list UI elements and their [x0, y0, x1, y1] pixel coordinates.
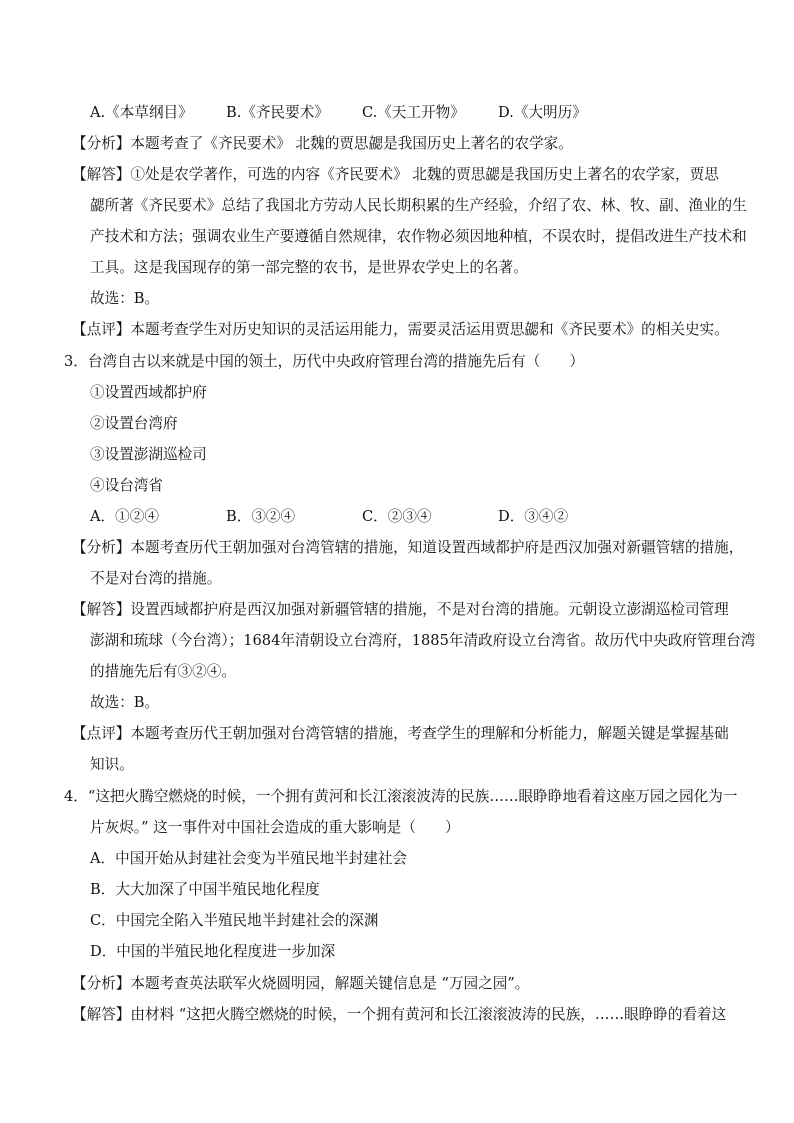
q4-option-d: D．中国的半殖民地化程度进一步加深 — [90, 943, 336, 960]
q3-comment — [72, 724, 729, 744]
q2-option-c: C.《天工开物》 — [362, 104, 465, 121]
answer-line: 的措施先后有③②④。 — [90, 663, 236, 680]
comment-line: 本题考查历代王朝加强对台湾管辖的措施，考查学生的理解和分析能力，解题关键是掌握基础 — [130, 725, 729, 742]
answer-line: 设置西域都护府是西汉加强对新疆管辖的措施，不是对台湾的措施。元朝设立澎湖巡检司管理 — [130, 601, 729, 618]
q2-choice: 故选：B。 — [90, 290, 160, 307]
answer-label: 【解答】 — [72, 1006, 131, 1023]
answer-line: ①处是农学著作，可选的内容《齐民要术》 北魏的贾思勰是我国历史上著名的农学家，贾思 — [130, 166, 719, 183]
q3-option-d: D．③④② — [498, 508, 569, 525]
q4-stem: 片灰烬。” 这一事件对中国社会造成的重大影响是（ ） — [90, 819, 460, 836]
q3-option-b: B．③②④ — [226, 508, 296, 525]
q4-option-c: C．中国完全陷入半殖民地半封建社会的深渊 — [90, 912, 379, 929]
comment-label: 【点评】 — [72, 321, 131, 338]
comment-line: 知识。 — [90, 756, 134, 773]
analysis-line: 不是对台湾的措施。 — [90, 570, 222, 587]
q4-answer — [72, 1005, 726, 1025]
analysis-label: 【分析】 — [72, 975, 131, 992]
answer-line: 工具。这是我国现存的第一部完整的农书，是世界农学史上的名著。 — [90, 259, 528, 276]
answer-line: 勰所著《齐民要术》总结了我国北方劳动人民长期积累的生产经验，介绍了农、林、牧、副、渔业的生 — [90, 197, 747, 214]
q2-option-b: B.《齐民要术》 — [226, 104, 329, 121]
comment-text: 本题考查学生对历史知识的灵活运用能力，需要灵活运用贾思勰和《齐民要术》的相关史实。 — [130, 321, 729, 338]
q3-item: ④设台湾省 — [90, 477, 163, 494]
q2-answer — [72, 165, 719, 185]
q3-item: ②设置台湾府 — [90, 415, 178, 432]
analysis-text: 本题考查英法联军火烧圆明园，解题关键信息是 “万园之园”。 — [130, 975, 530, 992]
q3-option-a: A．①②④ — [90, 508, 159, 525]
q3-option-c: C．②③④ — [362, 508, 432, 525]
q3-stem: 3．台湾自古以来就是中国的领土，历代中央政府管理台湾的措施先后有（ ） — [64, 353, 585, 370]
comment-label: 【点评】 — [72, 725, 131, 742]
q3-choice: 故选：B。 — [90, 694, 160, 711]
analysis-text: 本题考查了《齐民要术》 北魏的贾思勰是我国历史上著名的农学家。 — [130, 135, 573, 152]
answer-label: 【解答】 — [72, 166, 131, 183]
q3-options-row — [90, 507, 690, 527]
answer-label: 【解答】 — [72, 601, 131, 618]
q2-analysis — [72, 134, 573, 154]
answer-line: 产技术和方法；强调农业生产要遵循自然规律，农作物必须因地种植，不误农时，提倡改进生产技术和 — [90, 228, 747, 245]
q2-option-a: A.《本草纲目》 — [90, 104, 193, 121]
q3-item: ③设置澎湖巡检司 — [90, 446, 207, 463]
answer-line: 由材料 “这把火腾空燃烧的时候，一个拥有黄河和长江滚滚波涛的民族，……眼睁睁的看着这 — [130, 1006, 727, 1023]
q2-comment — [72, 320, 729, 340]
q2-options-row — [90, 103, 690, 123]
q2-option-d: D.《大明历》 — [498, 104, 587, 121]
answer-line: 澎湖和琉球（今台湾）；1684年清朝设立台湾府，1885年清政府设立台湾省。故历代中央政府管理台湾 — [90, 632, 756, 649]
q3-answer — [72, 600, 729, 620]
q3-item: ①设置西域都护府 — [90, 384, 207, 401]
analysis-label: 【分析】 — [72, 539, 131, 556]
q4-analysis — [72, 974, 529, 994]
q4-stem: 4．“这把火腾空燃烧的时候，一个拥有黄河和长江滚滚波涛的民族……眼睁睁地看着这座万园之园化为一 — [64, 788, 738, 805]
q4-option-a: A．中国开始从封建社会变为半殖民地半封建社会 — [90, 850, 408, 867]
q4-option-b: B．大大加深了中国半殖民地化程度 — [90, 881, 320, 898]
analysis-label: 【分析】 — [72, 135, 131, 152]
q3-analysis — [72, 538, 743, 558]
analysis-line: 本题考查历代王朝加强对台湾管辖的措施，知道设置西域都护府是西汉加强对新疆管辖的措施， — [130, 539, 744, 556]
